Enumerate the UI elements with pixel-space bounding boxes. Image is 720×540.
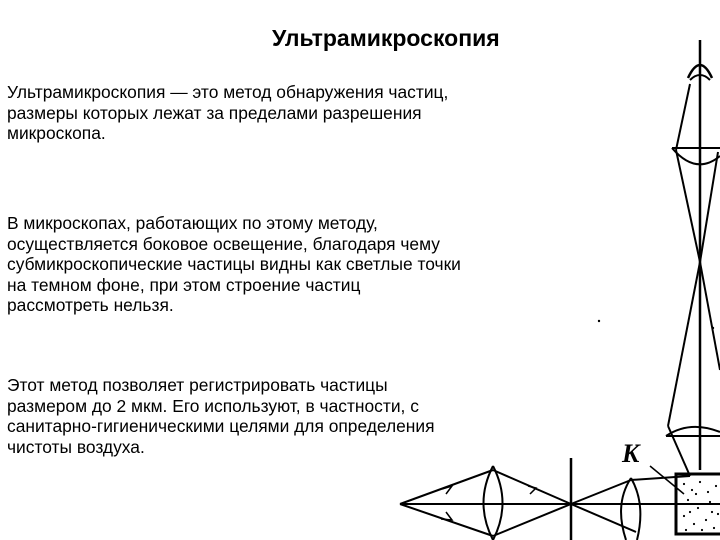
text-line: осуществляется боковое освещение, благодаря чему bbox=[7, 233, 440, 254]
diagram-label-k: K bbox=[622, 439, 640, 468]
text-line: санитарно-гигиеническими целями для определения bbox=[7, 416, 435, 437]
text-line: Ультрамикроскопия — это метод обнаружения частиц, bbox=[7, 82, 449, 102]
text-line: на темном фоне, при этом строение частиц bbox=[7, 274, 361, 295]
slide-title: Ультрамикроскопия bbox=[272, 25, 500, 51]
paragraph-application bbox=[7, 375, 435, 457]
text-line: размеры которых лежат за пределами разрешения bbox=[7, 102, 422, 123]
text-line: чистоты воздуха. bbox=[7, 436, 145, 457]
text-line: микроскопа. bbox=[7, 123, 106, 144]
text-line: размером до 2 мкм. Его используют, в частности, с bbox=[7, 395, 419, 416]
text-line: В микроскопах, работающих по этому методу, bbox=[7, 213, 378, 233]
text-line: рассмотреть нельзя. bbox=[7, 295, 174, 316]
paragraph-illumination bbox=[7, 213, 461, 316]
text-line: субмикроскопические частицы видны как светлые точки bbox=[7, 254, 461, 275]
paragraph-definition bbox=[7, 82, 448, 144]
text-line: Этот метод позволяет регистрировать частицы bbox=[7, 375, 388, 395]
